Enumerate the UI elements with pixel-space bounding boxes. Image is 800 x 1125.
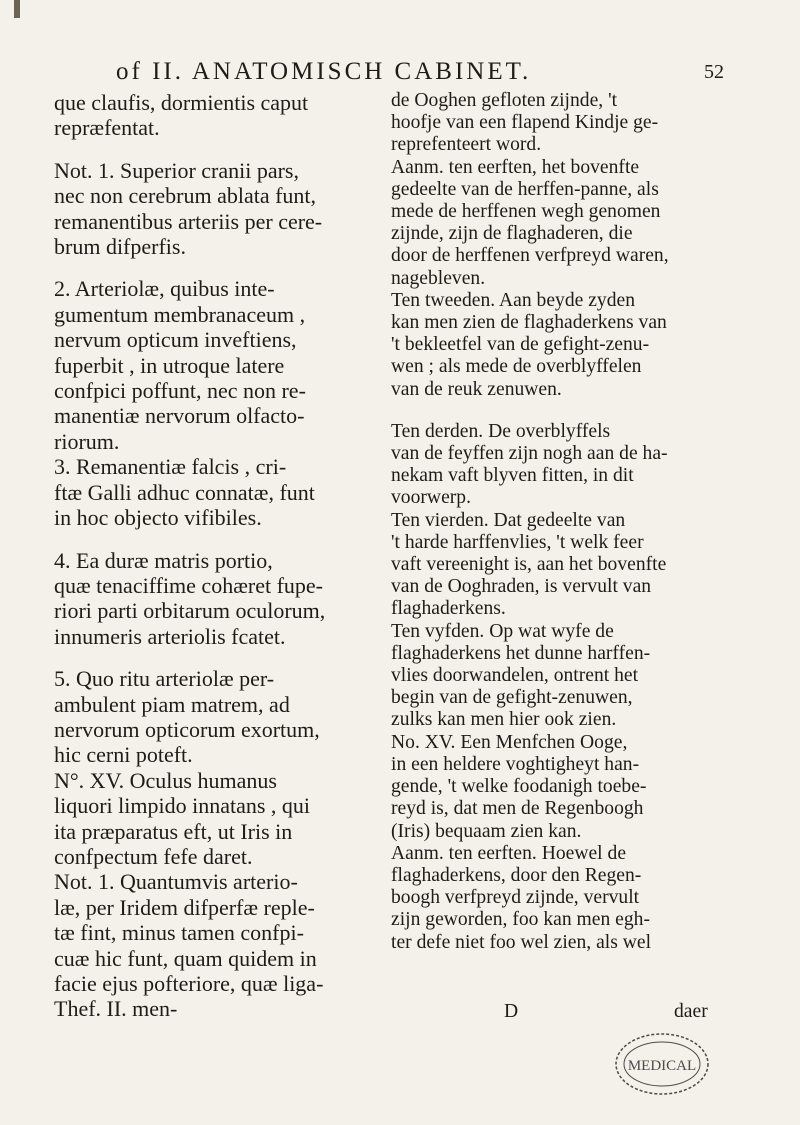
- text-line: No. XV. Een Menfchen Ooge,: [391, 731, 628, 753]
- text-line: in hoc objecto vifibiles.: [54, 505, 262, 531]
- text-line: flaghaderkens.: [391, 598, 506, 620]
- text-line: cuæ hic funt, quam quidem in: [54, 945, 317, 971]
- running-header: [116, 58, 736, 86]
- paragraph-gap: [54, 649, 366, 666]
- text-line: repræfentat.: [54, 115, 160, 141]
- text-line: hic cerni poteft.: [54, 742, 193, 768]
- text-line: 't harde harffenvlies, 't welk feer: [391, 531, 644, 553]
- text-line: vlies doorwandelen, ontrent het: [391, 665, 639, 687]
- text-line: in een heldere voghtigheyt han-: [391, 753, 640, 775]
- text-line: que claufis, dormientis caput: [54, 90, 309, 115]
- text-line: brum difperfis.: [54, 234, 186, 260]
- paragraph-gap: [54, 531, 366, 548]
- text-line: fuperbit , in utroque latere: [54, 352, 285, 378]
- text-line: nagebleven.: [391, 267, 486, 289]
- text-line: 3. Remanentiæ falcis , cri-: [54, 454, 287, 480]
- text-line: Ten vyfden. Op wat wyfe de: [391, 620, 614, 642]
- catchword: daer: [674, 1001, 708, 1022]
- text-line: ita præparatus eft, ut Iris in: [54, 818, 293, 844]
- text-line: 2. Arteriolæ, quibus inte-: [54, 276, 275, 302]
- text-line: nec non cerebrum ablata funt,: [54, 183, 317, 209]
- text-line: mede de herffenen wegh genomen: [391, 201, 661, 223]
- text-line: gende, 't welke foodanigh toebe-: [391, 776, 647, 798]
- text-line: Not. 1. Superior cranii pars,: [54, 157, 299, 183]
- text-line: Ten tweeden. Aan beyde zyden: [391, 289, 635, 311]
- stamp-text: MEDICAL: [627, 1058, 697, 1074]
- text-line: wen ; als mede de overblyffelen: [391, 356, 642, 378]
- text-line: N°. XV. Oculus humanus: [54, 767, 277, 793]
- text-line: Thef. II. men-: [54, 996, 178, 1022]
- paragraph-gap: [391, 401, 724, 411]
- text-line: 4. Ea duræ matris portio,: [54, 547, 273, 573]
- page-corner-mark: [14, 0, 20, 18]
- text-line: zulks kan men hier ook zien.: [391, 709, 617, 731]
- text-line: gedeelte van de herffen-panne, als: [391, 178, 659, 200]
- text-line: ftæ Galli adhuc connatæ, funt: [54, 479, 315, 505]
- text-line: manentiæ nervorum olfacto-: [54, 403, 305, 429]
- text-line: zijnde, zijn de flaghaderen, die: [391, 223, 633, 245]
- text-line: flaghaderkens het dunne harffen-: [391, 642, 651, 664]
- text-line: vaft vereenight is, aan het bovenfte: [391, 554, 667, 576]
- text-line: riori parti orbitarum oculorum,: [54, 598, 326, 624]
- text-line: van de Ooghraden, is vervult van: [391, 576, 652, 598]
- latin-column: [54, 90, 366, 1022]
- text-line: innumeris arteriolis fcatet.: [54, 623, 286, 649]
- text-line: ter defe niet foo wel zien, als wel: [391, 931, 652, 953]
- text-line: nekam vaft blyven fitten, in dit: [391, 465, 634, 487]
- text-line: kan men zien de flaghaderkens van: [391, 312, 667, 334]
- text-line: remanentibus arteriis per cere-: [54, 208, 323, 234]
- paragraph-gap: [54, 141, 366, 158]
- text-line: de Ooghen gefloten zijnde, 't: [391, 90, 618, 111]
- text-line: boogh verfpreyd zijnde, vervult: [391, 887, 640, 909]
- text-line: gumentum membranaceum ,: [54, 301, 306, 327]
- text-line: ambulent piam matrem, ad: [54, 691, 290, 717]
- text-line: riorum.: [54, 428, 120, 454]
- text-line: hoofje van een flapend Kindje ge-: [391, 112, 659, 134]
- text-line: quæ tenaciffime cohæret fupe-: [54, 572, 323, 598]
- signature-mark: D: [504, 1001, 519, 1022]
- text-line: 5. Quo ritu arteriolæ per-: [54, 666, 275, 692]
- paragraph-gap: [54, 259, 366, 276]
- dutch-column: [391, 90, 724, 954]
- text-line: voorwerp.: [391, 487, 471, 509]
- page-number: 52: [704, 61, 724, 83]
- text-line: flaghaderkens, door den Regen-: [391, 864, 642, 886]
- stamp-icon: [612, 1030, 712, 1098]
- text-line: confpectum fefe daret.: [54, 843, 253, 869]
- text-line: Not. 1. Quantumvis arterio-: [54, 869, 298, 895]
- text-line: 't bekleetfel van de gefight-zenu-: [391, 334, 650, 356]
- text-line: van de reuk zenuwen.: [391, 378, 562, 400]
- text-line: (Iris) bequaam zien kan.: [391, 820, 582, 842]
- text-line: nervum opticum inveftiens,: [54, 327, 297, 353]
- text-line: Aanm. ten eerften, het bovenfte: [391, 156, 640, 178]
- text-line: Ten derden. De overblyffels: [391, 420, 611, 442]
- paragraph-gap: [391, 411, 724, 421]
- text-line: begin van de gefight-zenuwen,: [391, 687, 633, 709]
- text-line: Aanm. ten eerften. Hoewel de: [391, 842, 627, 864]
- text-line: reprefenteert word.: [391, 134, 542, 156]
- text-line: reyd is, dat men de Regenboogh: [391, 798, 644, 820]
- text-line: nervorum opticorum exortum,: [54, 716, 320, 742]
- text-line: liquori limpido innatans , qui: [54, 793, 311, 819]
- header-title: of II. ANATOMISCH CABINET.: [116, 58, 532, 85]
- library-stamp: [612, 1030, 712, 1098]
- text-line: læ, per Iridem difperfæ reple-: [54, 894, 315, 920]
- text-line: Ten vierden. Dat gedeelte van: [391, 509, 626, 531]
- text-line: van de feyffen zijn nogh aan de ha-: [391, 443, 668, 465]
- text-line: tæ fint, minus tamen confpi-: [54, 920, 304, 946]
- text-line: zijn geworden, foo kan men egh-: [391, 909, 650, 931]
- text-line: door de herffenen verfpreyd waren,: [391, 245, 669, 267]
- text-line: facie ejus pofteriore, quæ liga-: [54, 971, 324, 996]
- text-line: confpici poffunt, nec non re-: [54, 378, 306, 404]
